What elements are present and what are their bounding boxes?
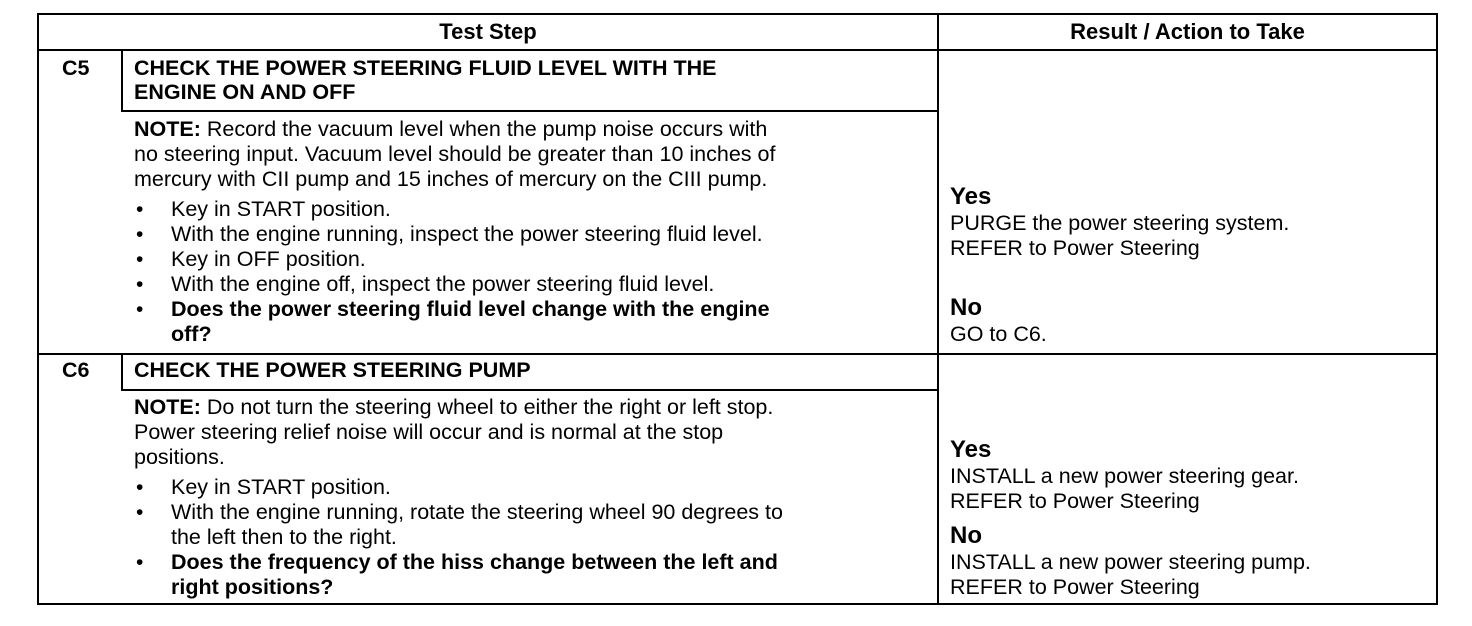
- c6-note-line2: Power steering relief noise will occur and is normal at the stop: [134, 420, 724, 444]
- c6-no-line2: REFER to Power Steering: [950, 575, 1200, 599]
- header-result: Result / Action to Take: [1070, 19, 1305, 44]
- c5-yes-line1: PURGE the power steering system.: [950, 211, 1290, 235]
- c5-no-label: No: [950, 294, 982, 321]
- c5-title-line2: ENGINE ON AND OFF: [134, 80, 356, 104]
- c6-id-divider: [121, 353, 123, 391]
- c6-no-line1: INSTALL a new power steering pump.: [950, 550, 1311, 574]
- c6-bullet-2-line1: With the engine running, rotate the steering wheel 90 degrees to: [171, 500, 783, 524]
- c5-id-divider: [121, 49, 123, 112]
- c5-bullet-3: Key in OFF position.: [171, 247, 366, 271]
- bullet-dot: •: [136, 223, 144, 246]
- c5-bullet-1: Key in START position.: [171, 197, 391, 221]
- c6-title-divider: [121, 389, 937, 391]
- bullet-dot: •: [136, 198, 144, 221]
- header-test-step: Test Step: [439, 19, 537, 44]
- c6-note-line1: [134, 395, 773, 420]
- c6-question-line2: right positions?: [171, 575, 334, 599]
- c6-no-label: No: [950, 522, 982, 549]
- bullet-dot: •: [136, 273, 144, 296]
- c6-note-text: Do not turn the steering wheel to either the right or left stop.: [200, 395, 774, 419]
- c6-yes-line2: REFER to Power Steering: [950, 489, 1200, 513]
- c5-no-line1: GO to C6.: [950, 322, 1047, 346]
- c6-bullet-2-line2: the left then to the right.: [171, 525, 397, 549]
- c5-note-line1: [134, 117, 767, 142]
- c5-question-line2: off?: [171, 322, 212, 346]
- bullet-dot: •: [136, 298, 144, 321]
- c5-note-text: Record the vacuum level when the pump noise occurs with: [200, 117, 768, 141]
- bullet-dot: •: [136, 248, 144, 271]
- c5-note-label: NOTE:: [134, 117, 201, 141]
- bullet-dot: •: [136, 501, 144, 524]
- column-divider: [937, 15, 939, 603]
- c6-yes-label: Yes: [950, 436, 992, 463]
- c6-note-line3: positions.: [134, 445, 225, 469]
- c5-note-line3: mercury with CII pump and 15 inches of mercury on the CIII pump.: [134, 167, 768, 191]
- c5-question-line1: Does the power steering fluid level change with the engine: [171, 297, 770, 321]
- c6-bullet-1: Key in START position.: [171, 475, 391, 499]
- c6-question-line1: Does the frequency of the hiss change between the left and: [171, 550, 778, 574]
- c5-title-divider: [121, 110, 937, 112]
- c6-title: CHECK THE POWER STEERING PUMP: [134, 358, 531, 382]
- row-separator: [39, 353, 1436, 355]
- c6-note-label: NOTE:: [134, 395, 201, 419]
- c5-title-line1: CHECK THE POWER STEERING FLUID LEVEL WITH THE: [134, 56, 717, 80]
- c5-bullet-4: With the engine off, inspect the power steering fluid level.: [171, 272, 715, 296]
- c5-bullet-2: With the engine running, inspect the power steering fluid level.: [171, 222, 763, 246]
- bullet-dot: •: [136, 476, 144, 499]
- bullet-dot: •: [136, 551, 144, 574]
- c5-step-id: C5: [62, 56, 90, 80]
- c5-yes-line2: REFER to Power Steering: [950, 236, 1200, 260]
- c6-yes-line1: INSTALL a new power steering gear.: [950, 464, 1299, 488]
- c6-step-id: C6: [62, 358, 90, 382]
- header-divider: [39, 49, 1436, 51]
- c5-note-line2: no steering input. Vacuum level should be greater than 10 inches of: [134, 142, 776, 166]
- c5-yes-label: Yes: [950, 183, 992, 210]
